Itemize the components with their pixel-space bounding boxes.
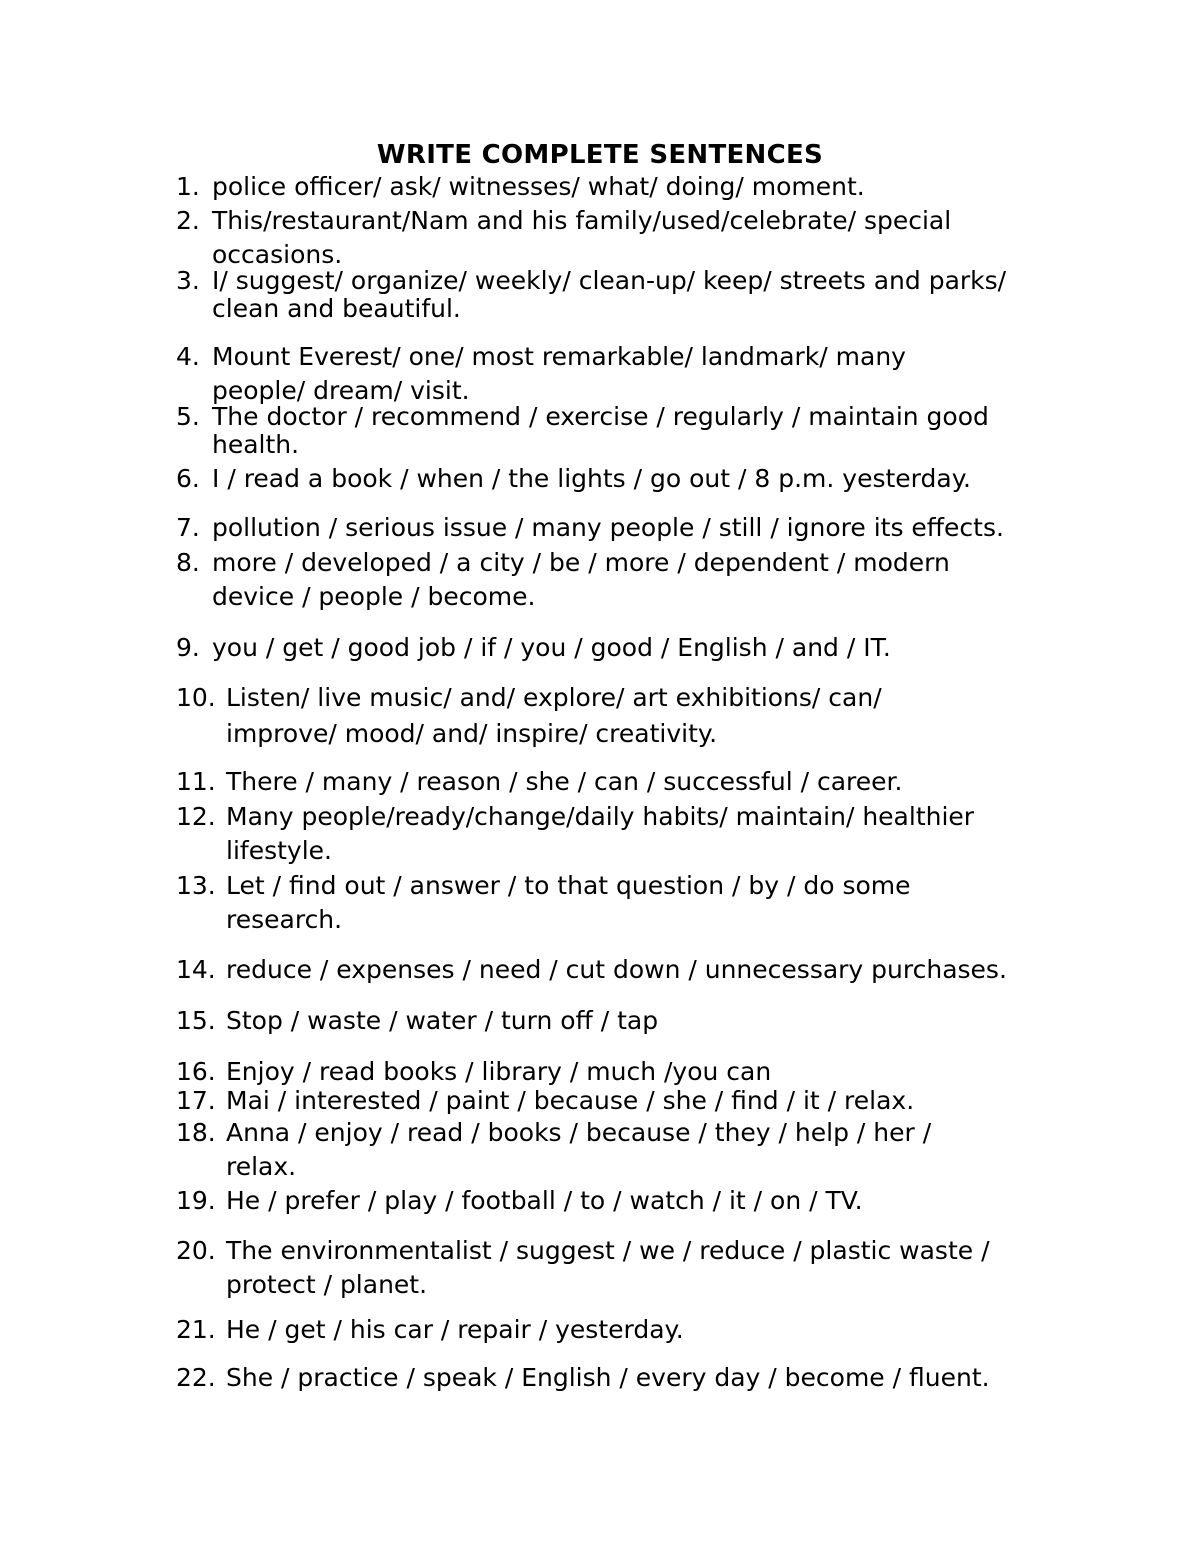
list-item — [176, 631, 1076, 665]
item-text: you / get / good job / if / you / good / English / and / IT. — [212, 633, 891, 662]
item-text-continued: occasions. — [212, 240, 343, 269]
item-number: 13. — [176, 871, 216, 900]
item-text: There / many / reason / she / can / successful / career. — [226, 767, 903, 796]
item-number: 19. — [176, 1186, 216, 1215]
item-number: 1. — [176, 172, 200, 201]
item-number: 20. — [176, 1236, 216, 1265]
item-text: He / get / his car / repair / yesterday. — [226, 1315, 684, 1344]
list-item — [176, 1116, 1076, 1184]
item-text: I / read a book / when / the lights / go out / 8 p.m. yesterday. — [212, 464, 971, 493]
item-text: The doctor / recommend / exercise / regularly / maintain good — [212, 402, 989, 431]
list-item — [176, 546, 1076, 614]
item-number: 2. — [176, 206, 200, 235]
list-item — [176, 869, 1076, 937]
list-item — [176, 1361, 1076, 1395]
list-item — [176, 462, 1076, 496]
item-number: 11. — [176, 767, 216, 796]
item-text: I/ suggest/ organize/ weekly/ clean-up/ keep/ streets and parks/ — [212, 266, 1007, 295]
item-text: Enjoy / read books / library / much /you can — [226, 1057, 772, 1086]
item-number: 6. — [176, 464, 200, 493]
list-item — [176, 170, 1076, 204]
item-text-continued: clean and beautiful. — [212, 294, 461, 323]
item-number: 3. — [176, 266, 200, 295]
item-text: Let / find out / answer / to that question / by / do some — [226, 871, 911, 900]
list-item — [176, 765, 1076, 799]
item-text: more / developed / a city / be / more / dependent / modern — [212, 548, 950, 577]
item-number: 14. — [176, 955, 216, 984]
list-item — [176, 403, 1076, 459]
page-title: WRITE COMPLETE SENTENCES — [376, 140, 824, 170]
item-text: Mount Everest/ one/ most remarkable/ landmark/ many — [212, 342, 906, 371]
item-number: 22. — [176, 1363, 216, 1392]
item-text: police officer/ ask/ witnesses/ what/ doing/ moment. — [212, 172, 865, 201]
list-item — [176, 340, 1076, 408]
item-text-continued: health. — [212, 430, 300, 459]
list-item — [176, 1184, 1076, 1218]
list-item — [176, 511, 1076, 545]
item-number: 7. — [176, 513, 200, 542]
item-text-continued: people/ dream/ visit. — [212, 376, 470, 405]
item-text: Anna / enjoy / read / books / because / they / help / her / — [226, 1118, 932, 1147]
item-text: He / prefer / play / football / to / watch / it / on / TV. — [226, 1186, 863, 1215]
item-text: reduce / expenses / need / cut down / unnecessary purchases. — [226, 955, 1007, 984]
list-item — [176, 1234, 1076, 1302]
item-number: 8. — [176, 548, 200, 577]
item-number: 10. — [176, 683, 216, 712]
item-text-continued: device / people / become. — [212, 582, 536, 611]
item-number: 12. — [176, 802, 216, 831]
item-number: 18. — [176, 1118, 216, 1147]
list-item — [176, 1004, 1076, 1038]
item-text-continued: relax. — [226, 1152, 297, 1181]
item-number: 15. — [176, 1006, 216, 1035]
item-text: pollution / serious issue / many people / still / ignore its effects. — [212, 513, 1004, 542]
item-text-continued: protect / planet. — [226, 1270, 428, 1299]
item-number: 21. — [176, 1315, 216, 1344]
list-item — [176, 1084, 1076, 1118]
item-text: Listen/ live music/ and/ explore/ art exhibitions/ can/ — [226, 683, 882, 712]
item-text: She / practice / speak / English / every day / become / fluent. — [226, 1363, 990, 1392]
item-text: This/restaurant/Nam and his family/used/celebrate/ special — [212, 206, 952, 235]
item-text: Many people/ready/change/daily habits/ maintain/ healthier — [226, 802, 975, 831]
item-number: 4. — [176, 342, 200, 371]
item-number: 9. — [176, 633, 200, 662]
item-text: Stop / waste / water / turn off / tap — [226, 1006, 659, 1035]
item-number: 17. — [176, 1086, 216, 1115]
list-item — [176, 267, 1076, 323]
list-item — [176, 1313, 1076, 1347]
item-number: 16. — [176, 1057, 216, 1086]
item-text-continued: improve/ mood/ and/ inspire/ creativity. — [226, 719, 718, 748]
item-text: Mai / interested / paint / because / she / find / it / relax. — [226, 1086, 915, 1115]
item-text: The environmentalist / suggest / we / reduce / plastic waste / — [226, 1236, 990, 1265]
list-item — [176, 204, 1076, 272]
list-item — [176, 680, 1076, 752]
list-item — [176, 953, 1076, 987]
item-number: 5. — [176, 402, 200, 431]
item-text-continued: lifestyle. — [226, 836, 332, 865]
item-text-continued: research. — [226, 905, 343, 934]
list-item — [176, 800, 1076, 868]
